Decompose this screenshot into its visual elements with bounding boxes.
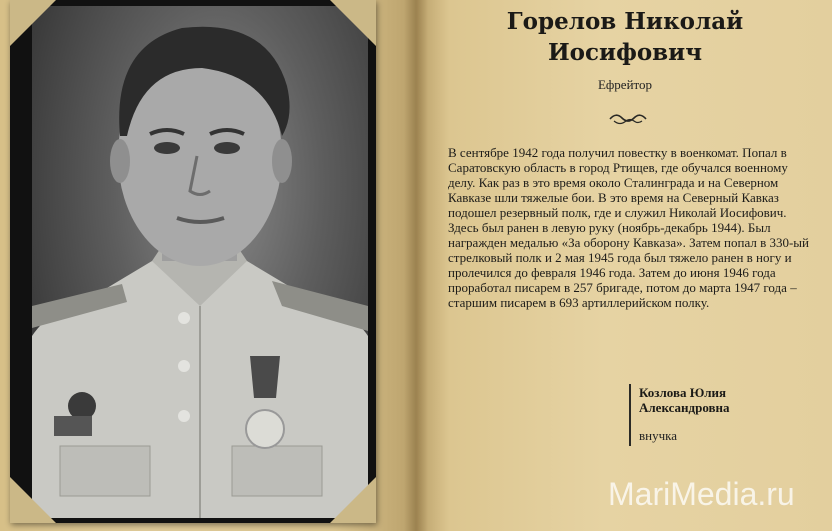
photo-corner-bottom-right: [330, 477, 376, 523]
photo-corner-bottom-left: [10, 477, 56, 523]
photo-corner-top-left: [10, 0, 56, 46]
person-name-line2: Иосифович: [547, 39, 703, 66]
biography-text: В сентябре 1942 года получил повестку в военкомат. Попал в Саратовскую область в город Ртищев, где обучался военному делу. Как раз в это время около Сталинграда и на Северном Кавказе шли тяжелые бои. В это время на Северный Кавказ подошел резервный полк, где и служил Николай Иосифович. Здесь был ранен в левую руку (ноябрь-декабрь 1944). Был награжден медалью «За оборону Кавказа». Затем попал в 330-ый стрелковый полк и 2 мая 1945 года был тяжело ранен в ногу и пролечился до февраля 1946 года. Затем до июня 1946 года проработал писарем в 257 бригаде, потом до марта 1947 года – старшим писарем в 693 артиллерийском полку.: [448, 145, 809, 310]
author-name-line1: Козлова Юлия: [639, 385, 727, 400]
author-name: [639, 385, 819, 415]
portrait-photo-frame: [10, 0, 376, 523]
person-name: [440, 6, 810, 68]
author-block: [629, 384, 819, 446]
site-watermark: MariMedia.ru: [608, 476, 795, 512]
military-rank: Ефрейтор: [597, 77, 653, 92]
author-relation: внучка: [639, 428, 678, 443]
flourish-ornament-icon: [608, 110, 648, 128]
photo-corner-top-right: [330, 0, 376, 46]
portrait-photo: [32, 6, 368, 518]
book-spine: [404, 0, 428, 531]
author-name-line2: Александровна: [639, 400, 730, 415]
person-name-line1: Горелов Николай: [506, 8, 744, 35]
